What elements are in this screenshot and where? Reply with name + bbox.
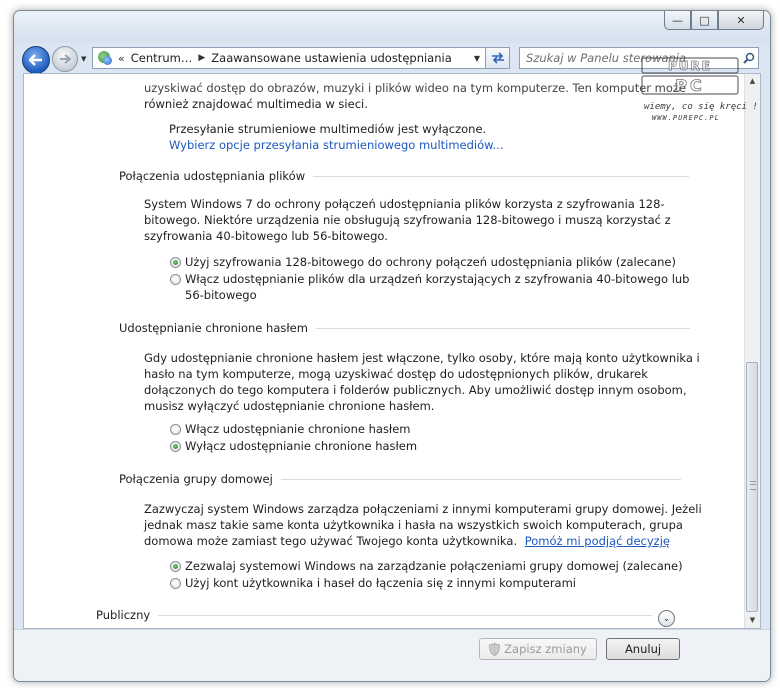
file-sharing-description: System Windows 7 do ochrony połączeń udostępniania plików korzysta z szyfrowania 128- (144, 197, 665, 211)
radio-40-56bit-encryption-label[interactable]: 56-bitowego (185, 288, 257, 302)
scroll-down-icon[interactable]: ▼ (749, 616, 756, 624)
purepc-logo-icon (640, 56, 744, 96)
section-divider (281, 479, 681, 480)
radio-use-user-accounts[interactable] (170, 578, 181, 589)
purepc-watermark (630, 56, 758, 126)
cancel-button[interactable] (606, 638, 680, 660)
svg-text:PC: PC (675, 76, 705, 95)
radio-128bit-encryption-label[interactable]: Użyj szyfrowania 128-bitowego do ochrony połączeń udostępniania plików (zalecane) (185, 255, 676, 269)
minimize-button[interactable]: — (664, 11, 691, 30)
section-header-homegroup (119, 472, 681, 486)
homegroup-description: jednak masz takie same konta użytkownika i hasła na wszystkich swoich komputerach, grupa (144, 518, 683, 532)
section-title: Połączenia grupy domowej (119, 472, 273, 486)
section-header-password-sharing (119, 321, 690, 335)
dialog-footer (14, 629, 770, 682)
radio-128bit-encryption[interactable] (170, 257, 181, 268)
caption-buttons (664, 11, 764, 31)
radio-windows-manage-homegroup[interactable] (170, 561, 181, 572)
section-divider (316, 328, 690, 329)
radio-windows-manage-homegroup-label[interactable]: Zezwalaj systemowi Windows na zarządzanie połączeniami grupy domowej (zalecane) (185, 559, 683, 573)
close-button[interactable]: ✕ (718, 11, 764, 30)
cancel-label: Anuluj (624, 642, 662, 656)
password-sharing-description: musisz wyłączyć udostępnianie chronione hasłem. (144, 399, 435, 413)
radio-enable-password-sharing-label[interactable]: Włącz udostępnianie chronione hasłem (185, 422, 411, 436)
password-sharing-description: dołączonych do tego komputera i folderów publicznych. Aby umożliwić dostęp innym osobom, (144, 383, 687, 397)
section-title: Połączenia udostępniania plików (119, 169, 306, 183)
breadcrumb-overflow-icon[interactable]: « (118, 51, 125, 65)
expand-chevron-icon[interactable]: ⌄ (658, 610, 675, 627)
title-bar (14, 11, 770, 43)
save-changes-label: Zapisz zmiany (504, 642, 587, 656)
radio-disable-password-sharing[interactable] (170, 441, 181, 452)
address-dropdown-icon[interactable]: ▼ (473, 53, 481, 63)
password-sharing-description: Gdy udostępnianie chronione hasłem jest włączone, tylko osoby, które mają konto użytkownika i (144, 351, 700, 365)
radio-enable-password-sharing[interactable] (170, 424, 181, 435)
breadcrumb (114, 51, 469, 65)
network-icon (96, 50, 114, 66)
save-changes-button[interactable] (479, 638, 597, 660)
file-sharing-description: bitowego. Niektóre urządzenia nie obsługują szyfrowania 128-bitowego i muszą korzystać z (144, 213, 671, 227)
section-title[interactable]: Publiczny (96, 608, 151, 622)
forward-button[interactable] (52, 46, 78, 72)
svg-text:PURE: PURE (668, 59, 712, 73)
homegroup-description (144, 533, 670, 549)
section-divider (313, 176, 689, 177)
watermark-tagline: wiemy, co się kręci ! (644, 102, 758, 112)
section-header-public[interactable] (96, 608, 652, 622)
homegroup-description: Zazwyczaj system Windows zarządza połączeniami z innymi komputerami grupy domowej. Jeżeli (144, 502, 702, 516)
radio-40-56bit-encryption[interactable] (170, 274, 181, 285)
refresh-button[interactable] (486, 47, 510, 69)
watermark-url: WWW.PUREPC.PL (652, 114, 720, 122)
media-streaming-status: Przesyłanie strumieniowe multimediów jest wyłączone. (169, 122, 487, 136)
radio-disable-password-sharing-label[interactable]: Wyłącz udostępnianie chronione hasłem (185, 439, 418, 453)
settings-content-pane (23, 73, 761, 629)
back-arrow-icon (29, 54, 43, 66)
back-button[interactable] (22, 46, 50, 74)
radio-40-56bit-encryption-label[interactable]: Włącz udostępnianie plików dla urządzeń korzystających z szyfrowania 40-bitowego lub (185, 272, 690, 286)
file-sharing-description: szyfrowania 40-bitowego lub 56-bitowego. (144, 229, 388, 243)
refresh-icon (490, 52, 506, 64)
section-title: Udostępnianie chronione hasłem (119, 321, 308, 335)
forward-arrow-icon (59, 54, 71, 64)
breadcrumb-separator-icon[interactable]: ▶ (198, 53, 206, 63)
homegroup-description-text: domowa może zamiast tego używać Twojego konta użytkownika. (144, 534, 518, 548)
breadcrumb-item-advanced-sharing[interactable]: Zaawansowane ustawienia udostępniania (211, 51, 452, 65)
vertical-scrollbar[interactable] (744, 74, 760, 628)
password-sharing-description: hasło na tym komputerze, mogą uzyskiwać dostęp do udostępnionych plików, drukarek (144, 367, 648, 381)
grip-icon (750, 481, 756, 490)
radio-use-user-accounts-label[interactable]: Użyj kont użytkownika i haseł do łączenia się z innymi komputerami (185, 576, 576, 590)
maximize-button[interactable]: □ (691, 11, 718, 30)
scroll-up-icon[interactable]: ▲ (749, 77, 756, 85)
media-streaming-partial-text: również znajdować multimedia w sieci. (144, 97, 368, 111)
help-me-decide-link[interactable]: Pomóż mi podjąć decyzję (524, 534, 670, 548)
section-divider (158, 615, 652, 616)
breadcrumb-item-network-center[interactable]: Centrum… (130, 51, 193, 65)
address-bar[interactable] (92, 47, 486, 69)
recent-pages-dropdown-icon[interactable]: ▼ (81, 55, 87, 63)
section-header-file-sharing (119, 169, 689, 183)
uac-shield-icon (489, 643, 500, 656)
media-streaming-options-link[interactable]: Wybierz opcje przesyłania strumieniowego multimediów... (169, 138, 504, 152)
scrollbar-thumb[interactable] (746, 362, 758, 612)
media-streaming-partial-text: uzyskiwać dostęp do obrazów, muzyki i plików wideo na tym komputerze. Ten komputer może (144, 81, 687, 95)
